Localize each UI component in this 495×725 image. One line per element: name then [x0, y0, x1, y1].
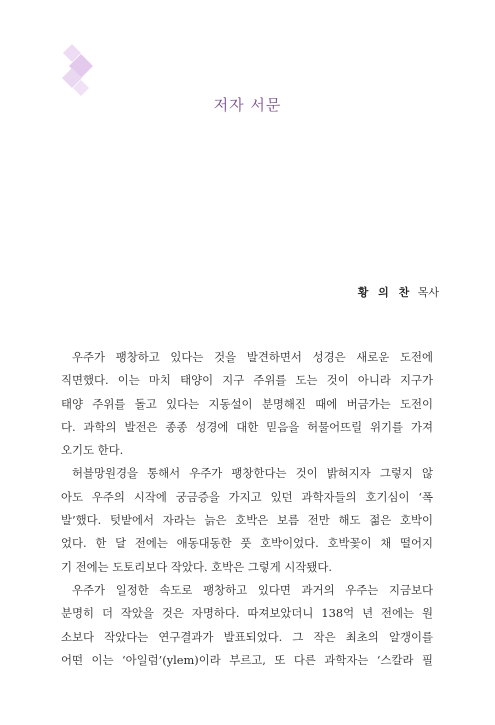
body-line: 어떤 이는 ‘아일럼’(ylem)이라 부르고, 또 다른 과학자는 ‘스칼라 필 [61, 652, 433, 667]
diamond-ornament-icon [57, 44, 107, 100]
body-line: 분명히 더 작았을 것은 자명하다. 따져보았더니 138억 년 전에는 원 [61, 606, 433, 621]
body-line: 태양 주위를 돌고 있다는 지동설이 분명해진 때에 버금가는 도전이 [61, 396, 433, 411]
body-line: 아도 우주의 시작에 궁금증을 가지고 있던 과학자들의 호기심이 ‘폭 [61, 489, 433, 504]
body-line: 소보다 작았다는 연구결과가 발표되었다. 그 작은 최초의 알갱이를 [61, 629, 433, 644]
body-text [61, 346, 433, 672]
body-line: 발’했다. 텃밭에서 자라는 늙은 호박은 보름 전만 해도 젊은 호박이 [61, 513, 433, 528]
author-byline [358, 284, 439, 300]
body-line: 허블망원경을 통해서 우주가 팽창한다는 것이 밝혀지자 그렇지 않 [72, 466, 433, 481]
body-line: 오기도 한다. [61, 443, 124, 458]
author-role: 목사 [417, 286, 439, 299]
body-line: 다. 과학의 발전은 종종 성경에 대한 믿음을 허물어뜨릴 위기를 가져 [61, 419, 433, 434]
body-line: 직면했다. 이는 마치 태양이 지구 주위를 도는 것이 아니라 지구가 [61, 373, 433, 388]
body-line: 었다. 한 달 전에는 애동대동한 풋 호박이었다. 호박꽃이 채 떨어지 [61, 536, 433, 551]
body-line: 기 전에는 도토리보다 작았다. 호박은 그렇게 시작됐다. [61, 559, 333, 574]
author-name: 황 의 찬 [357, 286, 413, 299]
page-title: 저자 서문 [213, 96, 282, 114]
body-line: 우주가 팽창하고 있다는 것을 발견하면서 성경은 새로운 도전에 [72, 350, 433, 364]
body-line: 우주가 일정한 속도로 팽창하고 있다면 과거의 우주는 지금보다 [72, 582, 433, 597]
